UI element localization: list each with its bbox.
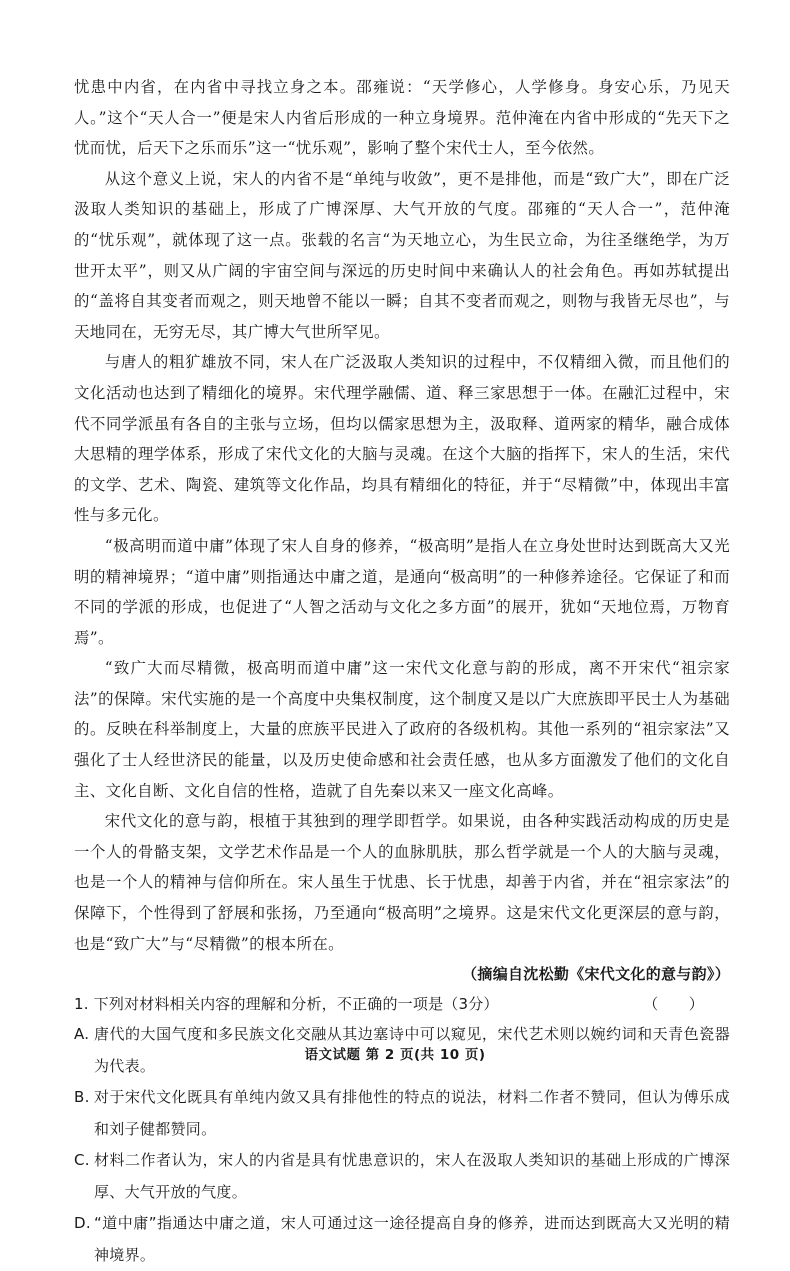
question-stem: 1. 下列对材料相关内容的理解和分析，不正确的一项是（3分） [74, 995, 499, 1014]
option-text: 材料二作者认为，宋人的内省是具有忧患意识的，宋人在汲取人类知识的基础上形成的广博深厚、大气开放的气度。 [94, 1151, 730, 1201]
question-1 [74, 989, 730, 1271]
question-stem-row [74, 989, 730, 1019]
option-text: 唐代的大国气度和多民族文化交融从其边塞诗中可以窥见，宋代艺术则以婉约词和天青色瓷器为代表。 [94, 1025, 730, 1075]
page-footer: 语文试题 第 2 页(共 10 页) [304, 1047, 486, 1063]
option-letter: C. [74, 1151, 90, 1170]
passage-paragraph-4: “极高明而道中庸”体现了宋人自身的修养，“极高明”是指人在立身处世时达到既高大又光明的精神境界；“道中庸”则指通达中庸之道，是通向“极高明”的一种修养途径。它保证了和而不同的学派的形成，也促进了“人智之活动与文化之多方面”的展开，犹如“天地位焉，万物育焉”。 [74, 536, 730, 647]
answer-blank: （ ） [643, 995, 704, 1014]
option-text: 对于宋代文化既具有单纯内敛又具有排他性的特点的说法，材料二作者不赞同，但认为傅乐成和刘子健都赞同。 [94, 1088, 730, 1138]
passage-paragraph-6: 宋代文化的意与韵，根植于其独到的理学即哲学。如果说，由各种实践活动构成的历史是一个人的骨骼支架，文学艺术作品是一个人的血脉肌肤，那么哲学就是一个人的大脑与灵魂，也是一个人的精神与信仰所在。宋人虽生于忧患、长于忧患，却善于内省，并在“祖宗家法”的保障下，个性得到了舒展和张扬，乃至通向“极高明”之境界。这是宋代文化更深层的意与韵，也是“致广大”与“尽精微”的根本所在。 [74, 812, 730, 953]
option-letter: B. [74, 1088, 90, 1107]
option-d [74, 1208, 730, 1271]
passage-paragraph-3: 与唐人的粗犷雄放不同，宋人在广泛汲取人类知识的过程中，不仅精细入微，而且他们的文化活动也达到了精细化的境界。宋代理学融儒、道、释三家思想于一体。在融汇过程中，宋代不同学派虽有各自的主张与立场，但均以儒家思想为主，汲取释、道两家的精华，融合成体大思精的理学体系，形成了宋代文化的大脑与灵魂。在这个大脑的指挥下，宋人的生活，宋代的文学、艺术、陶瓷、建筑等文化作品，均具有精细化的特征，并于“尽精微”中，体现出丰富性与多元化。 [74, 353, 730, 525]
passage-paragraph-5: “致广大而尽精微，极高明而道中庸”这一宋代文化意与韵的形成，离不开宋代“祖宗家法”的保障。宋代实施的是一个高度中央集权制度，这个制度又是以广大庶族即平民士人为基础的。反映在科举制度上，大量的庶族平民进入了政府的各级机构。其他一系列的“祖宗家法”又强化了士人经世济民的能量，以及历史使命感和社会责任感，也从多方面激发了他们的文化自主、文化自断、文化自信的性格，造就了自先秦以来又一座文化高峰。 [74, 659, 730, 800]
option-letter: A. [74, 1025, 90, 1044]
option-text: “道中庸”指通达中庸之道，宋人可通过这一途径提高自身的修养，进而达到既高大又光明的精神境界。 [94, 1214, 730, 1264]
reading-passage [74, 72, 730, 959]
option-b [74, 1082, 730, 1145]
option-letter: D. [74, 1214, 91, 1233]
passage-paragraph-1: 忧患中内省，在内省中寻找立身之本。邵雍说：“天学修心，人学修身。身安心乐，乃见天人。”这个“天人合一”便是宋人内省后形成的一种立身境界。范仲淹在内省中形成的“先天下之忧而忧，后天下之乐而乐”这一“忧乐观”，影响了整个宋代士人，至今依然。 [74, 78, 730, 158]
passage-paragraph-2: 从这个意义上说，宋人的内省不是“单纯与收敛”，更不是排他，而是“致广大”，即在广泛汲取人类知识的基础上，形成了广博深厚、大气开放的气度。邵雍的“天人合一”，范仲淹的“忧乐观”，就体现了这一点。张载的名言“为天地立心，为生民立命，为往圣继绝学，为万世开太平”，则又从广阔的宇宙空间与深远的历史时间中来确认人的社会角色。再如苏轼提出的“盖将自其变者而观之，则天地曾不能以一瞬；自其不变者而观之，则物与我皆无尽也”，与天地同在，无穷无尽，其广博大气世所罕见。 [74, 169, 730, 341]
source-citation: （摘编自沈松勤《宋代文化的意与韵》） [462, 965, 730, 984]
option-c [74, 1145, 730, 1208]
